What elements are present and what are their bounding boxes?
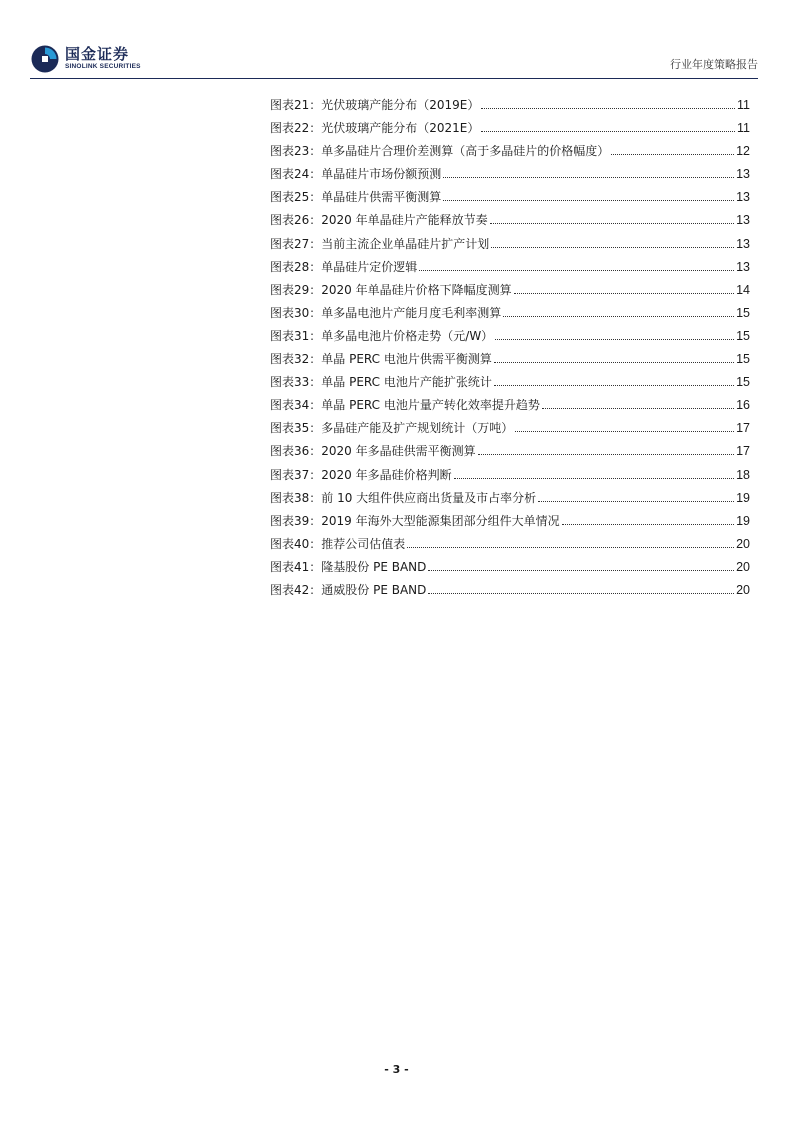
toc-entry-label: 图表29：2020 年单晶硅片价格下降幅度测算	[270, 282, 512, 297]
toc-entry-label: 图表21：光伏玻璃产能分布（2019E）	[270, 98, 480, 112]
toc-entry-label: 图表39：2019 年海外大型能源集团部分组件大单情况	[270, 513, 560, 528]
toc-entry-page: 13	[736, 236, 750, 251]
toc-entry-label: 图表25：单晶硅片供需平衡测算	[270, 190, 442, 205]
toc-dot-leader	[481, 108, 735, 109]
toc-entry[interactable]	[270, 304, 750, 327]
toc-entry-label: 图表40：推荐公司估值表	[270, 536, 406, 551]
toc-entry[interactable]	[270, 258, 750, 281]
toc-entry-page: 12	[736, 144, 750, 159]
toc-entry-page: 19	[736, 513, 750, 528]
page-number: - 3 -	[384, 1063, 409, 1076]
toc-entry[interactable]	[270, 350, 750, 373]
toc-entry-page: 13	[736, 167, 750, 182]
toc-entry[interactable]	[270, 535, 750, 558]
toc-entry-page: 17	[736, 444, 750, 459]
toc-dot-leader	[481, 131, 735, 132]
toc-dot-leader	[495, 339, 734, 340]
header-divider	[30, 78, 758, 79]
toc-entry-label: 图表22：光伏玻璃产能分布（2021E）	[270, 121, 480, 136]
toc-entry-label: 图表32：单晶 PERC 电池片供需平衡测算	[270, 352, 492, 367]
toc-entry-page: 20	[736, 582, 750, 597]
toc-entry[interactable]	[270, 558, 750, 581]
toc-entry[interactable]	[270, 188, 750, 211]
sinolink-logo-icon	[30, 44, 60, 74]
toc-entry[interactable]	[270, 512, 750, 535]
toc-entry-page: 15	[736, 328, 750, 343]
toc-entry-label: 图表34：单晶 PERC 电池片量产转化效率提升趋势	[270, 398, 540, 413]
toc-entry-page: 13	[736, 259, 750, 274]
toc-dot-leader	[490, 223, 734, 224]
toc-entry[interactable]	[270, 489, 750, 512]
toc-entry-page: 15	[736, 375, 750, 390]
toc-dot-leader	[419, 270, 734, 271]
logo-chinese-name: 国金证券	[65, 45, 130, 64]
toc-entry-page: 19	[736, 490, 750, 505]
toc-dot-leader	[454, 478, 734, 479]
toc-entry-page: 16	[736, 398, 750, 413]
toc-entry[interactable]	[270, 327, 750, 350]
toc-entry-label: 图表27：当前主流企业单晶硅片扩产计划	[270, 236, 490, 251]
page-header	[30, 40, 758, 78]
toc-entry-page: 15	[736, 352, 750, 367]
toc-dot-leader	[478, 454, 734, 455]
toc-entry[interactable]	[270, 235, 750, 258]
toc-dot-leader	[428, 570, 734, 571]
toc-entry[interactable]	[270, 96, 750, 119]
toc-dot-leader	[562, 524, 734, 525]
toc-dot-leader	[428, 593, 734, 594]
toc-entry-page: 15	[736, 305, 750, 320]
toc-entry-label: 图表24：单晶硅片市场份额预测	[270, 167, 442, 182]
toc-dot-leader	[611, 154, 734, 155]
toc-entry-page: 18	[736, 467, 750, 482]
logo-english-name: SINOLINK SECURITIES	[65, 63, 141, 71]
report-type-label: 行业年度策略报告	[670, 58, 758, 71]
toc-dot-leader	[538, 501, 734, 502]
toc-entry-label: 图表37：2020 年多晶硅价格判断	[270, 467, 452, 482]
toc-entry-label: 图表38：前 10 大组件供应商出货量及市占率分析	[270, 490, 537, 505]
toc-entry-page: 11	[737, 98, 750, 112]
toc-dot-leader	[514, 293, 734, 294]
toc-entry[interactable]	[270, 442, 750, 465]
toc-entry[interactable]	[270, 373, 750, 396]
toc-entry-label: 图表23：单多晶硅片合理价差测算（高于多晶硅片的价格幅度）	[270, 144, 610, 159]
company-logo	[30, 44, 141, 74]
toc-dot-leader	[515, 431, 734, 432]
toc-dot-leader	[503, 316, 734, 317]
toc-entry-label: 图表30：单多晶电池片产能月度毛利率测算	[270, 305, 502, 320]
toc-entry-page: 13	[736, 213, 750, 228]
toc-dot-leader	[494, 362, 734, 363]
toc-entry-page: 14	[736, 282, 750, 297]
toc-dot-leader	[542, 408, 734, 409]
toc-entry-label: 图表33：单晶 PERC 电池片产能扩张统计	[270, 375, 492, 390]
toc-entry-label: 图表26：2020 年单晶硅片产能释放节奏	[270, 213, 488, 228]
toc-entry-label: 图表35：多晶硅产能及扩产规划统计（万吨）	[270, 421, 514, 436]
toc-dot-leader	[443, 177, 734, 178]
toc-dot-leader	[494, 385, 734, 386]
toc-entry-label: 图表28：单晶硅片定价逻辑	[270, 259, 418, 274]
toc-entry-page: 11	[737, 121, 750, 136]
toc-entry-label: 图表41：隆基股份 PE BAND	[270, 559, 427, 574]
figure-table-of-contents	[270, 96, 750, 604]
toc-entry-label: 图表31：单多晶电池片价格走势（元/W）	[270, 328, 494, 343]
toc-entry[interactable]	[270, 396, 750, 419]
toc-entry[interactable]	[270, 419, 750, 442]
toc-entry[interactable]	[270, 581, 750, 604]
toc-entry[interactable]	[270, 119, 750, 142]
toc-entry-page: 20	[736, 536, 750, 551]
toc-dot-leader	[443, 200, 734, 201]
toc-entry[interactable]	[270, 281, 750, 304]
toc-entry-label: 图表42：通威股份 PE BAND	[270, 582, 427, 597]
toc-entry[interactable]	[270, 142, 750, 165]
toc-dot-leader	[407, 547, 734, 548]
toc-entry-page: 20	[736, 559, 750, 574]
toc-entry-label: 图表36：2020 年多晶硅供需平衡测算	[270, 444, 476, 459]
toc-dot-leader	[491, 247, 734, 248]
toc-entry[interactable]	[270, 165, 750, 188]
toc-entry-page: 13	[736, 190, 750, 205]
toc-entry-page: 17	[736, 421, 750, 436]
toc-entry[interactable]	[270, 466, 750, 489]
toc-entry[interactable]	[270, 211, 750, 234]
